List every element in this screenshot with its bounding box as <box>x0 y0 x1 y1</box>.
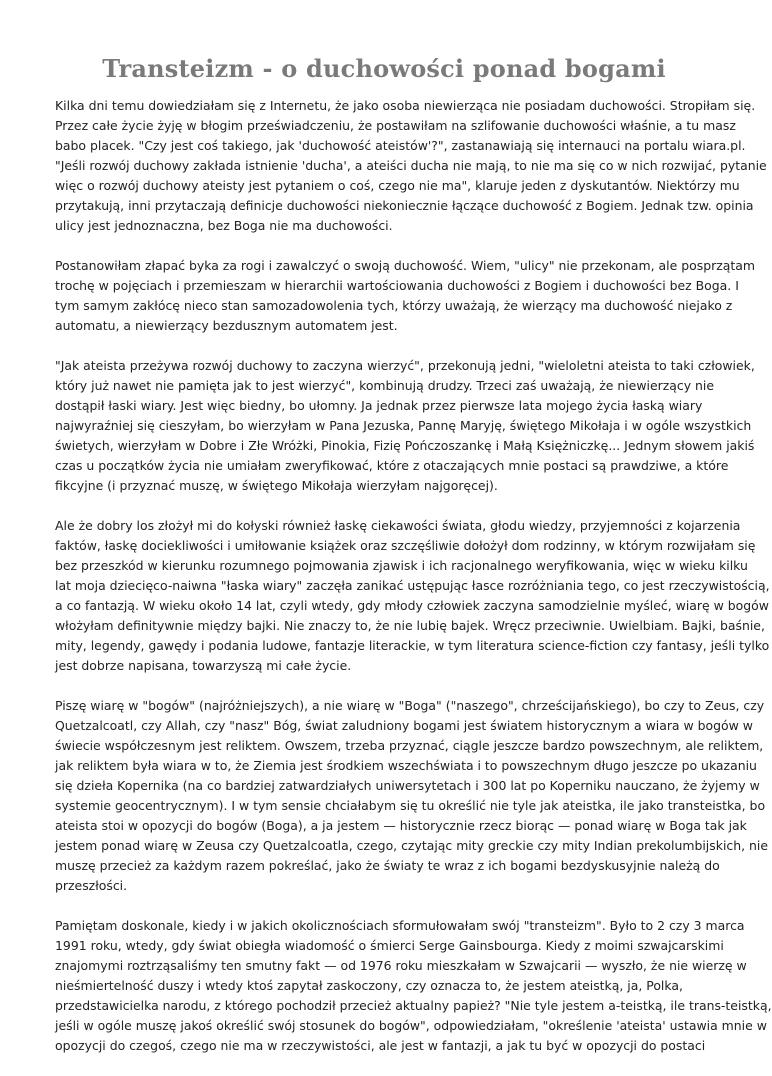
text-line: a co fantazją. W wieku około 14 lat, czyli wtedy, gdy młody człowiek zaczyna samodzielnie myśleć, wiarę w bogów <box>55 598 769 613</box>
text-line: jak reliktem była wiara w to, że Ziemia jest środkiem wszechświata i to powszechnym długo jeszcze po ukazaniu <box>55 758 757 773</box>
text-line: jestem ponad wiarę w Zeusa czy Quetzalcoatla, czego, czytając mity greckie czy mity Indian prekolumbijskich, nie <box>55 838 769 853</box>
text-line: lat moja dziecięco-naiwna "łaska wiary" zaczęła zanikać ustępując łasce rozróżniania tego, co jest rzeczywistością, <box>55 578 770 593</box>
text-line: świetych, wierzyłam w Dobre i Złe Wróżki, Pinokia, Fizię Pończoszankę i Małą Księżniczkę... Jednym słowem jakiś <box>55 438 755 453</box>
text-line: czas u początków życia nie umiałam zweryfikować, które z otaczających mnie postaci są prawdziwe, a które <box>55 458 729 473</box>
paragraph-4 <box>55 516 770 676</box>
text-line: bez przeszkód w kierunku rozumnego pojmowania zjawisk i ich racjonalnego weryfikowania, więc w wieku kilku <box>55 558 748 573</box>
text-line: 1991 roku, wtedy, gdy świat obiegła wiadomość o śmierci Serge Gainsbourga. Kiedy z moimi szwajcarskimi <box>55 938 724 953</box>
text-line: się dzieła Kopernika (na co bardziej zatwardziałych uniwersytetach i 300 lat po Koperniku nauczano, że żyjemy w <box>55 778 760 793</box>
paragraph-1 <box>55 96 767 236</box>
text-line: Przez całe życie żyję w błogim przeświadczeniu, że postawiłam na szlifowanie duchowości właśnie, a tu masz <box>55 118 736 133</box>
text-line: który już nawet nie pamięta jak to jest wierzyć", kombinują drudzy. Trzeci zaś uważają, że niewierzący nie <box>55 378 715 393</box>
text-line: ulicy jest jednoznaczna, bez Boga nie ma duchowości. <box>55 218 393 233</box>
text-line: najwyraźniej się cieszyłam, bo wierzyłam w Pana Jezuska, Pannę Maryję, świętego Mikołaja i w ogóle wszystkich <box>55 418 752 433</box>
text-line: "Jak ateista przeżywa rozwój duchowy to zaczyna wierzyć", przekonują jedni, "wieloletni ateista to taki człowiek, <box>55 358 755 373</box>
text-line: jest dobrze napisana, towarzyszą mi całe życie. <box>55 658 352 673</box>
text-line: fikcyjne (i przyznać muszę, w świętego Mikołaja wierzyłam najgoręcej). <box>55 478 498 493</box>
text-line: muszę przecież za każdym razem pokreślać, jako że światy te wraz z ich bogami bezdyskusyjnie należą do <box>55 858 720 873</box>
text-line: trochę w pojęciach i przemieszam w hierarchii wartościowania duchowości z Bogiem i duchowości bez Boga. I <box>55 278 739 293</box>
text-line: przedstawicielka narodu, z którego pochodził przecież aktualny papież? "Nie tyle jestem a-teistką, ile trans-teistką, <box>55 998 772 1013</box>
text-line: Postanowiłam złapać byka za rogi i zawalczyć o swoją duchowość. Wiem, "ulicy" nie przekonam, ale posprzątam <box>55 258 755 273</box>
text-line: Piszę wiarę w "bogów" (najróżniejszych), a nie wiarę w "Boga" ("naszego", chrześcijańskiego), bo czy to Zeus, czy <box>55 698 765 713</box>
text-line: przeszłości. <box>55 878 128 893</box>
text-line: Kilka dni temu dowiedziałam się z Internetu, że jako osoba niewierząca nie posiadam duchowości. Stropiłam się. <box>55 98 756 113</box>
paragraph-6 <box>55 916 772 1056</box>
text-line: dostąpił łaski wiary. Jest więc biedny, bo ułomny. Ja jednak przez pierwsze lata mojego życia łaską wiary <box>55 398 703 413</box>
text-line: ateista stoi w opozycji do bogów (Boga), a ja jestem — historycznie rzecz biorąc — ponad wiarę w Boga tak jak <box>55 818 747 833</box>
text-line: przytakują, inni przytaczają definicje duchowości niekoniecznie łączące duchowość z Bogiem. Jednak tzw. opinia <box>55 198 754 213</box>
text-line: nieśmiertelność duszy i wtedy ktoś zapytał zaskoczony, czy oznacza to, że jestem ateistką, ja, Polka, <box>55 978 683 993</box>
text-line: włożyłam definitywnie między bajki. Nie znaczy to, że nie lubię bajek. Wręcz przeciwnie. Uwielbiam. Bajki, baśnie, <box>55 618 765 633</box>
text-line: "Jeśli rozwój duchowy zakłada istnienie 'ducha', a ateiści ducha nie mają, to nie ma się co w nich rozwijać, pytanie <box>55 158 767 173</box>
text-line: Pamiętam doskonale, kiedy i w jakich okolicznościach sformułowałam swój "transteizm". Było to 2 czy 3 marca <box>55 918 745 933</box>
text-line: Ale że dobry los złożył mi do kołyski również łaskę ciekawości świata, głodu wiedzy, przyjemności z kojarzenia <box>55 518 741 533</box>
paragraph-3 <box>55 356 755 496</box>
paragraph-5 <box>55 696 769 896</box>
text-line: babo placek. "Czy jest coś takiego, jak 'duchowość ateistów'?", zastanawiają się internauci na portalu wiara.pl. <box>55 138 746 153</box>
paragraph-2 <box>55 256 755 336</box>
page-title: Transteizm - o duchowości ponad bogami <box>102 54 666 83</box>
text-line: mity, legendy, gawędy i podania ludowe, fantazje literackie, w tym literatura science-fiction czy fantasy, jeśli tylko <box>55 638 770 653</box>
text-line: faktów, łaskę dociekliwości i umiłowanie książek oraz szczęśliwie dołożył dom rodzinny, w którym rozwijałam się <box>55 538 756 553</box>
text-line: świecie współczesnym jest reliktem. Owszem, trzeba przyznać, ciągle jeszcze bardzo powszechnym, ale reliktem, <box>55 738 764 753</box>
text-line: systemie geocentrycznym). I w tym sensie chciałabym się tu określić nie tyle jak ateistka, ile jako transteistka, bo <box>55 798 766 813</box>
text-line: więc o rozwój duchowy ateisty jest pytaniem o coś, czego nie ma", klaruje jeden z dyskutantów. Niektórzy mu <box>55 178 740 193</box>
text-line: Quetzalcoatl, czy Allah, czy "nasz" Bóg, świat zaludniony bogami jest światem historycznym a wiara w bogów w <box>55 718 753 733</box>
text-line: opozycji do czegoś, czego nie ma w rzeczywistości, ale jest w fantazji, a jak tu być w opozycji do postaci <box>55 1038 706 1053</box>
text-line: tym samym zakłócę nieco stan samozadowolenia tych, którzy uważają, że wierzący ma duchowość niejako z <box>55 298 733 313</box>
text-line: automatu, a niewierzący bezdusznym automatem jest. <box>55 318 398 333</box>
article-body <box>55 96 772 1076</box>
text-line: znajomymi roztrząsaliśmy ten smutny fakt — od 1976 roku mieszkałam w Szwajcarii — wyszło, że nie wierzę w <box>55 958 747 973</box>
text-line: jeśli w ogóle muszę jakoś określić swój stosunek do bogów", odpowiedziałam, "określenie 'ateista' ustawia mnie w <box>55 1018 767 1033</box>
